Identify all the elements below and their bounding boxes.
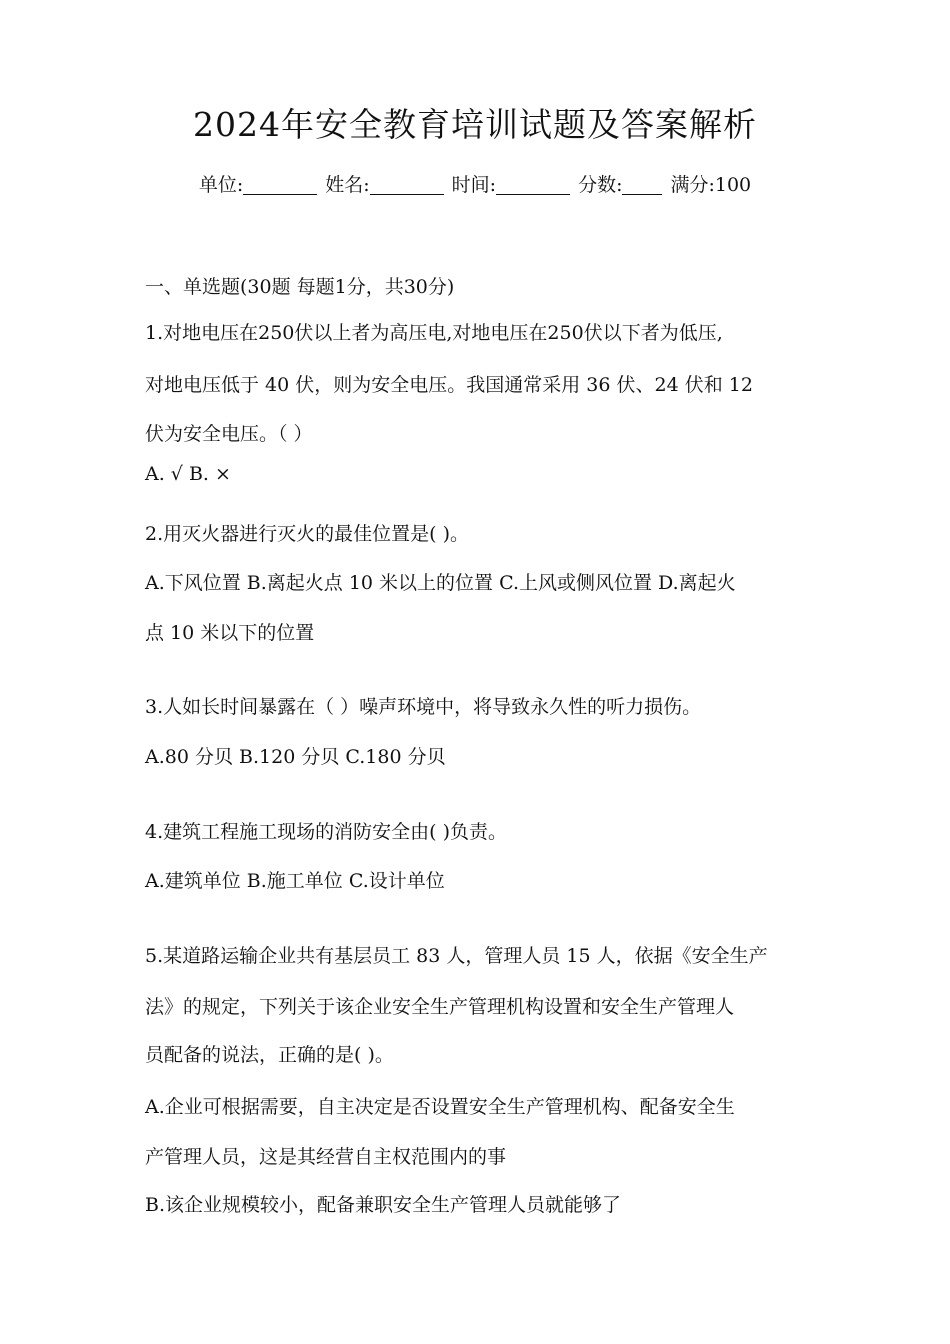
question-5-line-3: 员配备的说法，正确的是( )。 [145, 1044, 394, 1066]
unit-label: 单位: [198, 174, 244, 196]
question-5-line-1: 5.某道路运输企业共有基层员工 83 人，管理人员 15 人，依据《安全生产 [145, 945, 768, 967]
name-blank [370, 174, 444, 195]
time-blank [496, 174, 570, 195]
section-heading: 一、单选题(30题 每题1分，共30分) [145, 276, 455, 298]
question-2-options-line-2: 点 10 米以下的位置 [145, 622, 315, 644]
question-5-line-2: 法》的规定，下列关于该企业安全生产管理机构设置和安全生产管理人 [145, 996, 735, 1018]
question-3-options: A.80 分贝 B.120 分贝 C.180 分贝 [145, 746, 446, 768]
score-label: 分数: [578, 174, 623, 196]
question-4-stem: 4.建筑工程施工现场的消防安全由( )负责。 [145, 821, 507, 843]
name-label: 姓名: [325, 174, 370, 196]
score-blank [622, 174, 662, 195]
question-2-stem: 2.用灭火器进行灭火的最佳位置是( )。 [145, 523, 469, 545]
question-1-options: A. √ B. × [145, 463, 231, 485]
unit-blank [243, 174, 317, 195]
time-label: 时间: [451, 174, 497, 196]
question-1-line-2: 对地电压低于 40 伏，则为安全电压。我国通常采用 36 伏、24 伏和 12 [145, 374, 753, 396]
question-5-option-b: B.该企业规模较小，配备兼职安全生产管理人员就能够了 [145, 1194, 622, 1216]
document-title: 2024年安全教育培训试题及答案解析 [193, 105, 757, 144]
question-5-option-a-line-1: A.企业可根据需要，自主决定是否设置安全生产管理机构、配备安全生 [145, 1096, 735, 1118]
question-4-options: A.建筑单位 B.施工单位 C.设计单位 [145, 870, 445, 892]
question-2-options-line-1: A.下风位置 B.离起火点 10 米以上的位置 C.上风或侧风位置 D.离起火 [145, 572, 736, 594]
full-score: 满分:100 [670, 174, 752, 196]
question-1-line-1: 1.对地电压在250伏以上者为高压电,对地电压在250伏以下者为低压, [145, 322, 723, 344]
exam-info-line [0, 170, 950, 200]
question-1-line-3: 伏为安全电压。（ ） [145, 423, 313, 445]
question-5-option-a-line-2: 产管理人员，这是其经营自主权范围内的事 [145, 1146, 507, 1168]
question-3-stem: 3.人如长时间暴露在（ ）噪声环境中，将导致永久性的听力损伤。 [145, 696, 702, 718]
